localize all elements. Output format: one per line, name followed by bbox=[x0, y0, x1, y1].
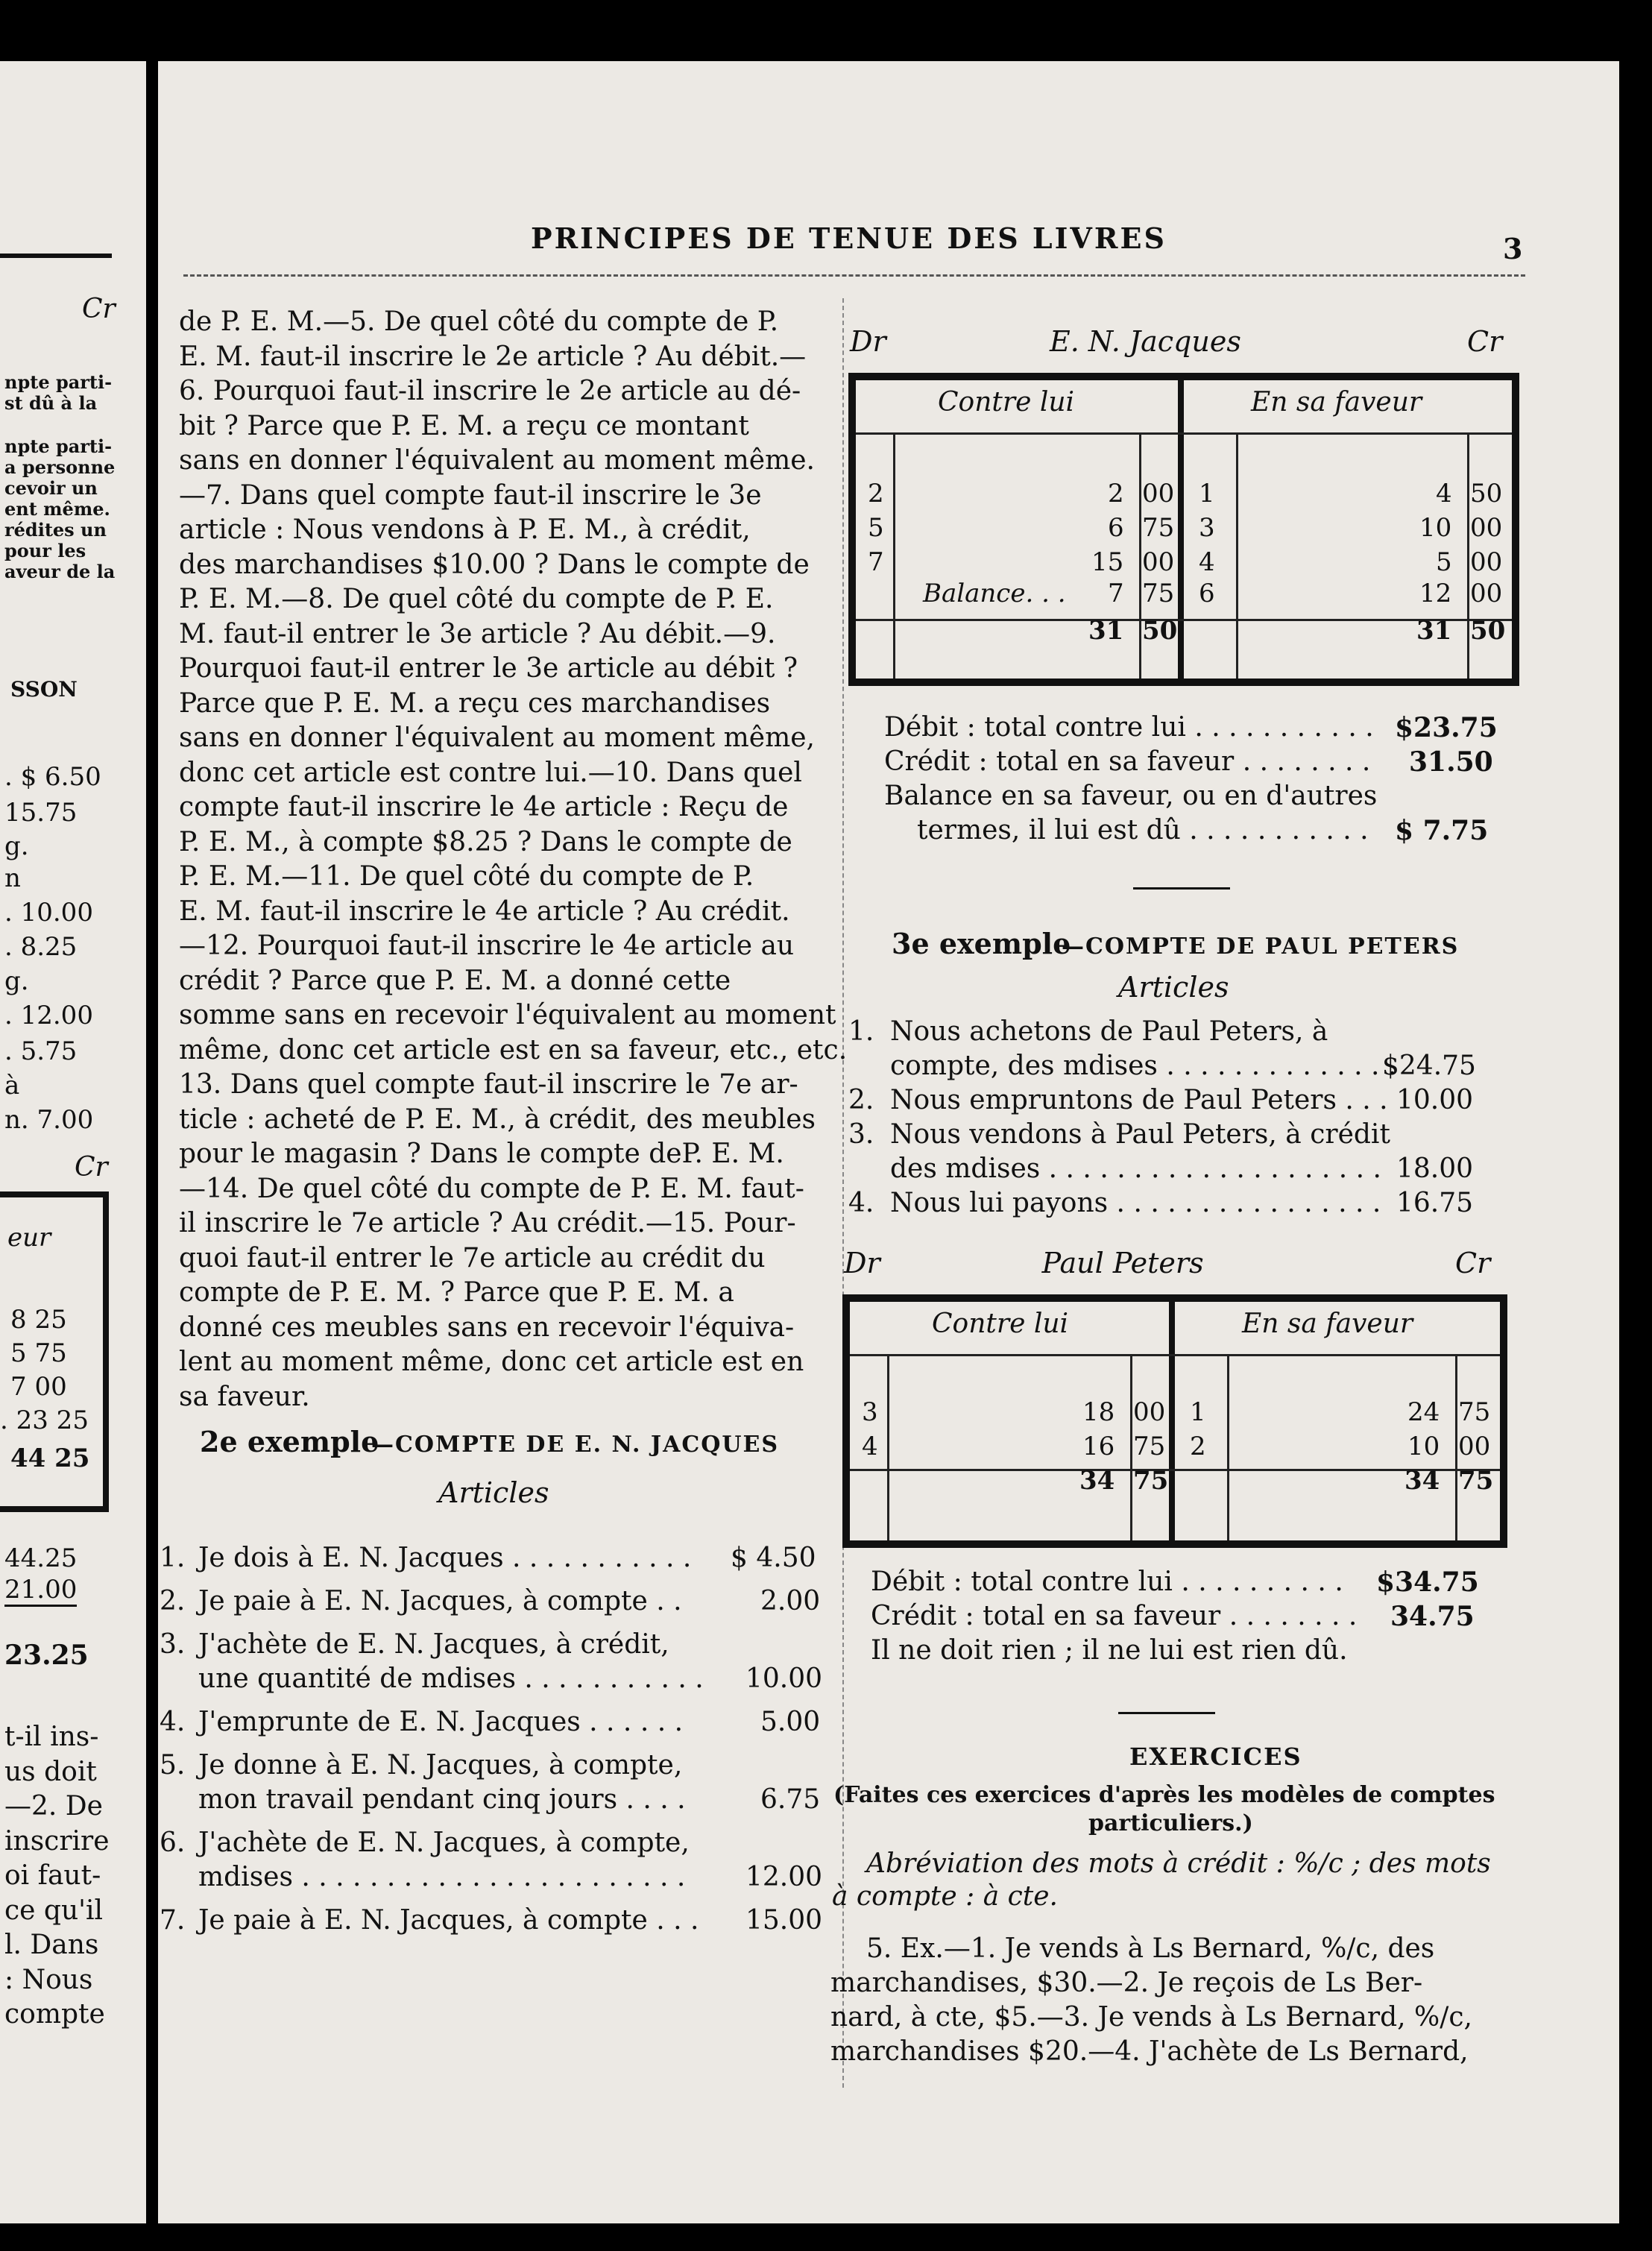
strip-line: ent même. bbox=[4, 498, 110, 520]
item-text: Je donne à E. N. Jacques, à compte, bbox=[198, 1750, 683, 1781]
body-line: article : Nous vendons à P. E. M., à crédit, bbox=[179, 514, 751, 545]
strip-amount: à bbox=[4, 1071, 20, 1101]
item-amount: 2.00 bbox=[760, 1586, 821, 1616]
summary-line: Débit : total contre lui . . . . . . . . . . . bbox=[884, 712, 1374, 743]
strip-tail: oi faut- bbox=[4, 1860, 101, 1891]
entry-cents: 00 bbox=[1458, 1432, 1491, 1461]
example-3-subtitle: —COMPTE DE PAUL PETERS bbox=[1062, 934, 1460, 960]
item-amount: 5.00 bbox=[760, 1707, 821, 1737]
body-line: bit ? Parce que P. E. M. a reçu ce montant bbox=[179, 410, 749, 441]
item-text: Nous vendons à Paul Peters, à crédit bbox=[890, 1119, 1390, 1150]
item-amount: 18.00 bbox=[1396, 1153, 1474, 1184]
entry-ref: 4 bbox=[1199, 547, 1215, 577]
left-cents-rule bbox=[1130, 1354, 1132, 1540]
body-line: donc cet article est contre lui.—10. Dans quel bbox=[179, 757, 802, 788]
example-2-subtitle: —COMPTE DE E. N. JACQUES bbox=[371, 1432, 780, 1458]
entry-dollars: 18 bbox=[1082, 1397, 1115, 1427]
body-line: sans en donner l'équivalent au moment même, bbox=[179, 722, 815, 753]
item-text: Je paie à E. N. Jacques, à compte . . bbox=[198, 1586, 682, 1616]
exercices-note-2: particuliers.) bbox=[1088, 1810, 1253, 1836]
entry-ref: 6 bbox=[1199, 579, 1215, 608]
body-line: E. M. faut-il inscrire le 4e article ? Au crédit. bbox=[179, 895, 790, 927]
table-head-rule bbox=[850, 1354, 1500, 1356]
total-cents: 75 bbox=[1133, 1466, 1169, 1496]
entry-dollars: 4 bbox=[1436, 479, 1452, 509]
page-number: 3 bbox=[1503, 232, 1525, 265]
summary-amount: 31.50 bbox=[1409, 746, 1493, 778]
entry-cents: 75 bbox=[1142, 513, 1175, 543]
body-line: —12. Pourquoi faut-il inscrire le 4e article au bbox=[179, 931, 795, 961]
articles-heading-2: Articles bbox=[1118, 971, 1229, 1004]
entry-ref: 7 bbox=[868, 547, 884, 577]
entry-cents: 00 bbox=[1470, 547, 1503, 577]
section-rule-2 bbox=[1118, 1712, 1215, 1714]
summary-amount: $ 7.75 bbox=[1395, 815, 1489, 846]
total-dollars: 34 bbox=[1404, 1466, 1440, 1496]
exercise-line: 5. Ex.—1. Je vends à Ls Bernard, %/c, des bbox=[866, 1933, 1435, 1964]
body-line: 6. Pourquoi faut-il inscrire le 2e article au dé- bbox=[179, 376, 801, 406]
body-line: compte faut-il inscrire le 4e article : Reçu de bbox=[179, 792, 789, 822]
entry-dollars: 7 bbox=[1108, 579, 1124, 608]
right-column-head: En sa faveur bbox=[1251, 387, 1422, 418]
strip-amount: n bbox=[4, 863, 21, 893]
item-amount: 12.00 bbox=[745, 1862, 823, 1892]
strip-tail: —2. De bbox=[4, 1791, 103, 1822]
entry-ref: 3 bbox=[1199, 513, 1215, 543]
item-text: Je paie à E. N. Jacques, à compte . . . bbox=[198, 1905, 699, 1936]
item-number: 1. bbox=[848, 1016, 874, 1047]
body-line: P. E. M.—11. De quel côté du compte de P. bbox=[179, 861, 754, 892]
strip-tail: compte bbox=[4, 1999, 105, 2030]
entry-ref: 5 bbox=[868, 513, 884, 543]
exercise-line: marchandises, $30.—2. Je reçois de Ls Ber- bbox=[830, 1968, 1423, 1998]
entry-dollars: 10 bbox=[1407, 1432, 1440, 1461]
entry-ref: 1 bbox=[1190, 1397, 1206, 1427]
exercices-title: EXERCICES bbox=[1129, 1742, 1302, 1771]
strip-line: rédites un bbox=[4, 519, 107, 541]
item-amount: $ 4.50 bbox=[731, 1543, 816, 1573]
item-text: Je dois à E. N. Jacques . . . . . . . . . . . bbox=[198, 1543, 692, 1573]
item-number: 6. bbox=[160, 1827, 186, 1858]
item-number: 3. bbox=[160, 1629, 186, 1660]
strip-cr-2: Cr bbox=[75, 1152, 108, 1183]
body-line: somme sans en recevoir l'équivalent au moment bbox=[179, 1000, 836, 1030]
total-rule bbox=[856, 619, 1512, 621]
entry-dollars: 16 bbox=[1082, 1432, 1115, 1461]
summary-amount: $34.75 bbox=[1376, 1567, 1479, 1598]
strip-cr: Cr bbox=[82, 294, 116, 324]
summary-line: Crédit : total en sa faveur . . . . . . . . bbox=[871, 1601, 1358, 1631]
entry-dollars: 2 bbox=[1108, 479, 1124, 509]
total-dollars: 34 bbox=[1079, 1466, 1115, 1496]
right-num-rule bbox=[1227, 1354, 1229, 1540]
item-text: une quantité de mdises . . . . . . . . . . . bbox=[198, 1663, 704, 1694]
section-rule bbox=[1133, 887, 1230, 890]
body-line: P. E. M.—8. De quel côté du compte de P. E. bbox=[179, 584, 774, 614]
entry-dollars: 24 bbox=[1407, 1397, 1440, 1427]
body-line: P. E. M., à compte $8.25 ? Dans le compte de bbox=[179, 826, 792, 857]
summary-line: Crédit : total en sa faveur . . . . . . . . bbox=[884, 746, 1371, 777]
entry-desc: Balance. . . bbox=[923, 579, 1066, 608]
body-line: Parce que P. E. M. a reçu ces marchandises bbox=[179, 687, 771, 719]
strip-amount: . 10.00 bbox=[4, 898, 93, 928]
left-num-rule bbox=[893, 432, 895, 679]
summary-line: Il ne doit rien ; il ne lui est rien dû. bbox=[871, 1635, 1348, 1666]
summary-line: Débit : total contre lui . . . . . . . . . . bbox=[871, 1567, 1343, 1597]
right-column-head: En sa faveur bbox=[1242, 1309, 1413, 1339]
strip-tail: l. Dans bbox=[4, 1930, 99, 1960]
page-edge bbox=[1619, 0, 1652, 2251]
strip-tail: t-il ins- bbox=[4, 1722, 99, 1752]
strip-total-3: 23.25 bbox=[4, 1640, 89, 1671]
item-amount: 10.00 bbox=[1396, 1085, 1474, 1115]
exercise-line: nard, à cte, $5.—3. Je vends à Ls Bernard, %/c, bbox=[830, 2002, 1472, 2033]
entry-ref: 1 bbox=[1199, 479, 1215, 509]
item-text: Nous lui payons . . . . . . . . . . . . . . . . bbox=[890, 1188, 1381, 1218]
item-amount: 10.00 bbox=[745, 1663, 823, 1694]
item-text: Nous empruntons de Paul Peters . . . bbox=[890, 1085, 1388, 1115]
entry-cents: 00 bbox=[1142, 547, 1175, 577]
summary-amount: 34.75 bbox=[1390, 1601, 1475, 1632]
summary-line: Balance en sa faveur, ou en d'autres bbox=[884, 781, 1378, 811]
body-line: —7. Dans quel compte faut-il inscrire le 3e bbox=[179, 479, 762, 511]
left-cents-rule bbox=[1139, 432, 1141, 679]
total-rule bbox=[850, 1469, 1500, 1471]
body-line: pour le magasin ? Dans le compte deP. E. M. bbox=[179, 1139, 784, 1169]
right-cents-rule bbox=[1467, 432, 1469, 679]
entry-cents: 75 bbox=[1458, 1397, 1491, 1427]
strip-amount: n. 7.00 bbox=[4, 1105, 94, 1135]
previous-page-strip bbox=[0, 61, 146, 2223]
total-cents: 75 bbox=[1458, 1466, 1494, 1496]
body-line: donné ces meubles sans en recevoir l'équiva- bbox=[179, 1312, 795, 1343]
body-line: ticle : acheté de P. E. M., à crédit, des meubles bbox=[179, 1104, 816, 1135]
header-divider bbox=[183, 274, 1525, 277]
entry-dollars: 12 bbox=[1419, 579, 1452, 608]
example-2-title: 2e exemple bbox=[200, 1425, 379, 1458]
entry-ref: 3 bbox=[862, 1397, 878, 1427]
item-text: J'achète de E. N. Jacques, à crédit, bbox=[198, 1629, 669, 1660]
left-num-rule bbox=[887, 1354, 889, 1540]
strip-tail: : Nous bbox=[4, 1964, 93, 1995]
strip-amount: 15.75 bbox=[4, 798, 78, 828]
strip-line: npte parti- bbox=[4, 435, 113, 457]
item-number: 2. bbox=[160, 1586, 186, 1616]
articles-heading: Articles bbox=[438, 1476, 549, 1509]
entry-cents: 75 bbox=[1133, 1432, 1166, 1461]
item-text: mdises . . . . . . . . . . . . . . . . . . . . . . . bbox=[198, 1862, 686, 1892]
strip-table-head: eur bbox=[7, 1223, 51, 1253]
body-line: sans en donner l'équivalent au moment même. bbox=[179, 445, 815, 476]
page-title: PRINCIPES DE TENUE DES LIVRES bbox=[531, 221, 1167, 255]
strip-total: 44.25 bbox=[4, 1543, 78, 1573]
item-amount: 6.75 bbox=[760, 1784, 821, 1815]
abbreviation-note-2: à compte : à cte. bbox=[832, 1881, 1058, 1912]
body-line: il inscrire le 7e article ? Au crédit.—15. Pour- bbox=[179, 1208, 796, 1238]
body-line: 13. Dans quel compte faut-il inscrire le 7e ar- bbox=[179, 1069, 798, 1100]
item-number: 3. bbox=[848, 1119, 874, 1150]
strip-line: aveur de la bbox=[4, 561, 116, 582]
item-amount: 16.75 bbox=[1396, 1188, 1474, 1218]
strip-amount: . 5.75 bbox=[4, 1036, 78, 1066]
body-line: lent au moment même, donc cet article est en bbox=[179, 1347, 804, 1377]
entry-ref: 4 bbox=[862, 1432, 878, 1461]
body-line: sa faveur. bbox=[179, 1381, 310, 1412]
item-number: 2. bbox=[848, 1085, 874, 1115]
strip-amount: g. bbox=[4, 966, 29, 996]
entry-ref: 2 bbox=[1190, 1432, 1206, 1461]
account-name: E. N. Jacques bbox=[1050, 325, 1241, 358]
item-text: J'emprunte de E. N. Jacques . . . . . . bbox=[198, 1707, 684, 1737]
strip-amount: . 12.00 bbox=[4, 1001, 93, 1030]
strip-tail: us doit bbox=[4, 1756, 97, 1787]
dr-label: Dr bbox=[850, 325, 886, 358]
entry-cents: 00 bbox=[1133, 1397, 1166, 1427]
item-text: mon travail pendant cinq jours . . . . bbox=[198, 1784, 686, 1815]
strip-amount: g. bbox=[4, 831, 29, 861]
item-amount: $24.75 bbox=[1382, 1051, 1476, 1081]
example-3-title: 3e exemple bbox=[892, 927, 1071, 960]
entry-cents: 00 bbox=[1470, 513, 1503, 543]
right-cents-rule bbox=[1455, 1354, 1457, 1540]
account-name: Paul Peters bbox=[1041, 1247, 1204, 1279]
entry-cents: 00 bbox=[1470, 579, 1503, 608]
item-number: 4. bbox=[160, 1707, 186, 1737]
exercise-line: marchandises $20.—4. J'achète de Ls Bernard, bbox=[830, 2036, 1469, 2067]
strip-tail: ce qu'il bbox=[4, 1895, 104, 1926]
body-line: —14. De quel côté du compte de P. E. M. faut- bbox=[179, 1173, 804, 1204]
total-dollars: 31 bbox=[1416, 616, 1452, 646]
body-line: de P. E. M.—5. De quel côté du compte de P. bbox=[179, 306, 779, 337]
left-column-head: Contre lui bbox=[938, 387, 1075, 418]
total-cents: 50 bbox=[1470, 616, 1506, 646]
summary-amount: $23.75 bbox=[1395, 712, 1498, 743]
item-number: 4. bbox=[848, 1188, 874, 1218]
column-divider bbox=[842, 298, 845, 2088]
strip-sson: SSON bbox=[10, 677, 78, 702]
cr-label: Cr bbox=[1467, 325, 1503, 358]
entry-cents: 00 bbox=[1142, 479, 1175, 509]
strip-line: pour les bbox=[4, 540, 86, 561]
entry-cents: 75 bbox=[1142, 579, 1175, 608]
strip-line: a personne bbox=[4, 456, 116, 478]
strip-rule bbox=[0, 254, 112, 258]
item-number: 1. bbox=[160, 1543, 186, 1573]
total-cents: 50 bbox=[1142, 616, 1178, 646]
left-column-head: Contre lui bbox=[932, 1309, 1069, 1339]
body-line: même, donc cet article est en sa faveur, etc., etc. bbox=[179, 1034, 848, 1065]
entry-cents: 50 bbox=[1470, 479, 1503, 509]
item-number: 5. bbox=[160, 1750, 186, 1781]
body-line: crédit ? Parce que P. E. M. a donné cette bbox=[179, 965, 731, 996]
cr-label: Cr bbox=[1455, 1247, 1491, 1279]
strip-amount: . 8.25 bbox=[4, 932, 78, 962]
entry-dollars: 10 bbox=[1419, 513, 1452, 543]
strip-line: npte parti- bbox=[4, 371, 113, 393]
entry-ref: 2 bbox=[868, 479, 884, 509]
body-line: quoi faut-il entrer le 7e article au crédit du bbox=[179, 1242, 766, 1274]
table-head-rule bbox=[856, 432, 1512, 435]
entry-dollars: 6 bbox=[1108, 513, 1124, 543]
strip-total-2: 21.00 bbox=[4, 1575, 77, 1607]
body-line: compte de P. E. M. ? Parce que P. E. M. a bbox=[179, 1277, 734, 1308]
abbreviation-note: Abréviation des mots à crédit : %/c ; des mots bbox=[866, 1848, 1491, 1879]
summary-line: termes, il lui est dû . . . . . . . . . . . bbox=[917, 815, 1369, 846]
strip-table-cell: . 23 25 bbox=[0, 1405, 89, 1435]
item-text: compte, des mdises . . . . . . . . . . . . . . bbox=[890, 1051, 1397, 1081]
strip-table-cell: 5 75 bbox=[10, 1338, 67, 1368]
body-line: Pourquoi faut-il entrer le 3e article au débit ? bbox=[179, 653, 798, 684]
item-text: Nous achetons de Paul Peters, à bbox=[890, 1016, 1328, 1047]
strip-tail: inscrire bbox=[4, 1825, 110, 1857]
table-center-rule bbox=[1169, 1302, 1175, 1540]
entry-dollars: 15 bbox=[1091, 547, 1124, 577]
strip-table-cell: 7 00 bbox=[10, 1372, 67, 1402]
exercices-note: (Faites ces exercices d'après les modèles de comptes bbox=[833, 1782, 1495, 1808]
dr-label: Dr bbox=[844, 1247, 880, 1279]
strip-line: st dû à la bbox=[4, 392, 98, 414]
item-text: J'achète de E. N. Jacques, à compte, bbox=[198, 1827, 690, 1858]
strip-table-cell: 44 25 bbox=[10, 1444, 90, 1473]
table-center-rule bbox=[1178, 380, 1184, 679]
entry-dollars: 5 bbox=[1436, 547, 1452, 577]
body-line: E. M. faut-il inscrire le 2e article ? Au débit.— bbox=[179, 341, 807, 372]
item-text: des mdises . . . . . . . . . . . . . . . . . . . . bbox=[890, 1153, 1381, 1184]
strip-amount: . $ 6.50 bbox=[4, 762, 101, 792]
item-number: 7. bbox=[160, 1905, 186, 1936]
strip-line: cevoir un bbox=[4, 477, 98, 499]
total-dollars: 31 bbox=[1088, 616, 1124, 646]
strip-table-cell: 8 25 bbox=[10, 1305, 67, 1335]
body-line: M. faut-il entrer le 3e article ? Au débit.—9. bbox=[179, 618, 776, 649]
right-num-rule bbox=[1236, 432, 1238, 679]
body-line: des marchandises $10.00 ? Dans le compte de bbox=[179, 549, 810, 580]
item-amount: 15.00 bbox=[745, 1905, 823, 1936]
